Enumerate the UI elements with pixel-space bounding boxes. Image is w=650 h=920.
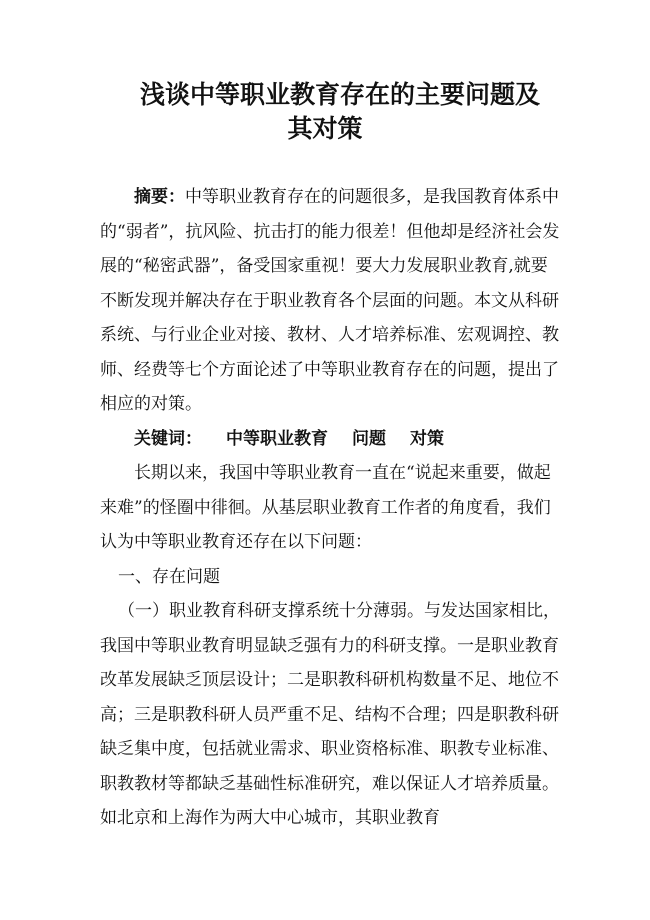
title-line-2: 其对策 [287,114,363,143]
subsection-paragraph: （一）职业教育科研支撑系统十分薄弱。与发达国家相比，我国中等职业教育明显缺乏强有力的科研支撑。一是职业教育改革发展缺乏顶层设计；二是职教科研机构数量不足、地位不高；三是职教科研人员严重不足、结构不合理；四是职教科研缺乏集中度，包括就业需求、职业资格标准、职教专业标准、职教教材等都缺乏基础性标准研究，难以保证人才培养质量。如北京和上海作为两大中心城市，其职业教育 [100,601,560,828]
abstract-text: 中等职业教育存在的问题很多，是我国教育体系中的“弱者”，抗风险、抗击打的能力很差！但他却是经济社会发展的“秘密武器”，备受国家重视！要大力发展职业教育,就要不断发现并解决存在于职业教育各个层面的问题。本文从科研系统、与行业企业对接、教材、人才培养标准、宏观调控、教师、经费等七个方面论述了中等职业教育存在的问题，提出了相应的对策。 [100,187,560,414]
title-line-1: 浅谈中等职业教育存在的主要问题及 [139,80,540,109]
keyword-item: 中等职业教育 [226,428,328,449]
intro-paragraph: 长期以来，我国中等职业教育一直在“说起来重要，做起来难”的怪圈中徘徊。从基层职业教育工作者的角度看，我们认为中等职业教育还存在以下问题： [100,463,551,552]
document-title [0,78,650,146]
abstract-paragraph [100,180,560,422]
keywords-paragraph [100,422,560,457]
document-body [100,180,560,836]
section-heading: 一、存在问题 [118,566,220,587]
abstract-label: 摘要： [134,187,185,207]
keywords-label: 关键词： [134,428,202,449]
keyword-item: 问题 [352,428,386,449]
keyword-item: 对策 [410,428,444,449]
